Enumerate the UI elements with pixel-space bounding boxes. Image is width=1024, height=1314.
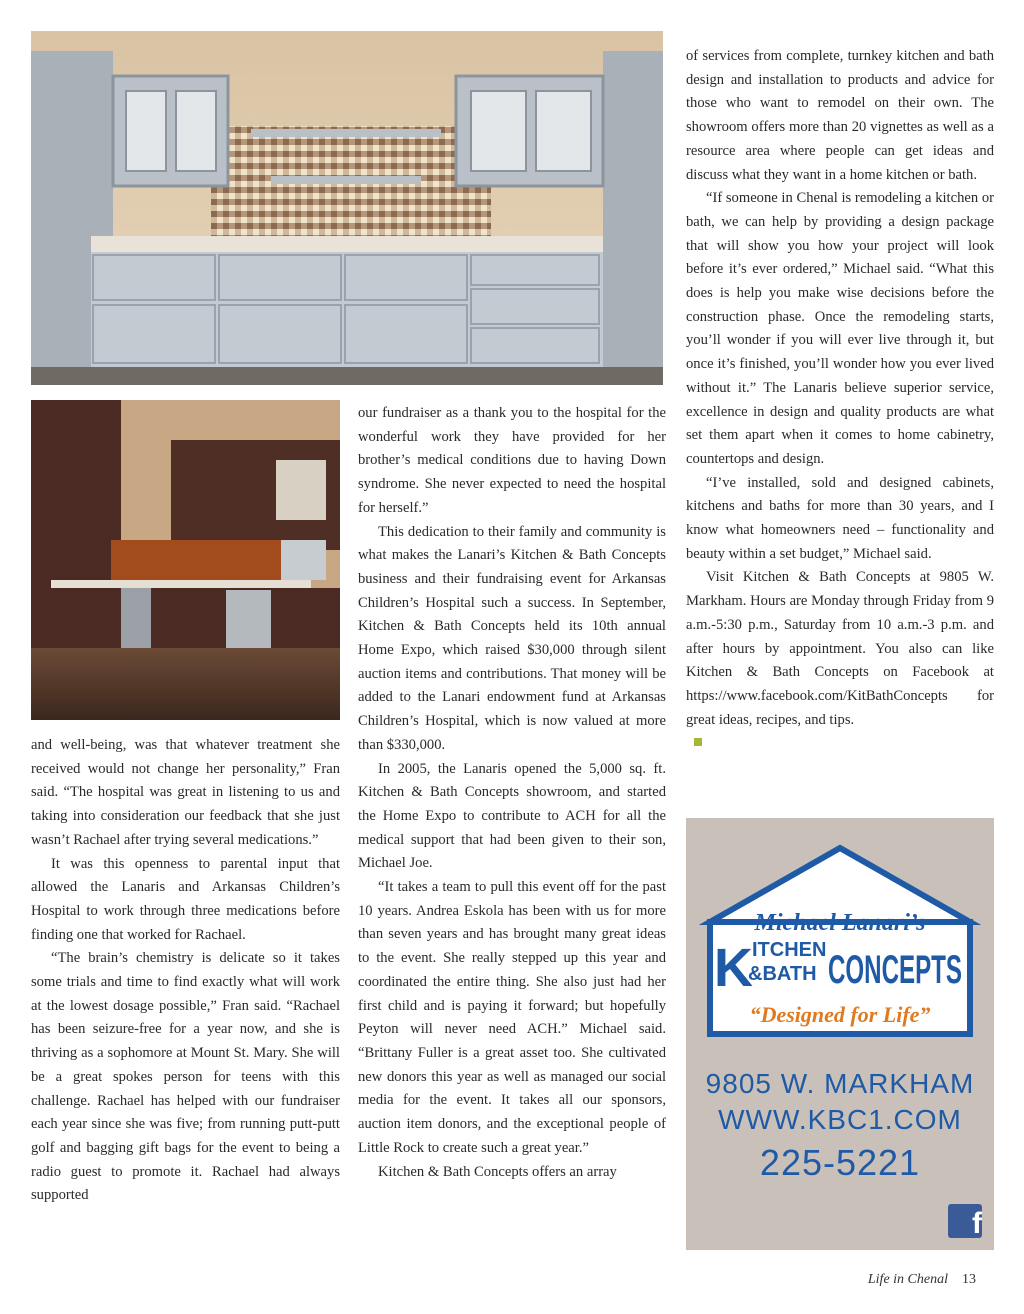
page-number: 13 (962, 1272, 976, 1287)
logo-script-text: Michael Lanari’s (754, 910, 926, 936)
paragraph: Visit Kitchen & Bath Concepts at 9805 W. Markham. Hours are Monday through Friday from 9 a.m.-5:30 p.m., Saturday from 10 a.m.-3 p.m. and after hours by appointment. You also can like Kitchen & Bath Concepts on Facebook at https://www.facebook.com/KitBathConcepts for great ideas, recipes, and tips. (686, 569, 994, 728)
ad-address: 9805 W. MARKHAM (705, 1068, 975, 1099)
article-column-left (31, 734, 340, 1208)
showroom-photo-gray-cabinets (31, 31, 663, 385)
article-column-middle (358, 402, 666, 1184)
logo-k-letter: K (714, 938, 753, 998)
paragraph: This dedication to their family and community is what makes the Lanari’s Kitchen & Bath Concepts business and their fundraising event for Arkansas Children’s Hospital such a success. In September, Kitchen & Bath Concepts held its 10th annual Home Expo, which raised $30,000 through silent auction items and contributions. That money will be added to the Lanari endowment fund at Arkansas Children’s Hospital, which is now valued at more than $330,000. (358, 523, 666, 753)
showroom-photo-dark-kitchen (31, 400, 340, 720)
article-column-right (686, 45, 994, 756)
paragraph: our fundraiser as a thank you to the hospital for the wonderful work they have provided for her brother’s medical conditions due to having Down syndrome. She never expected to need the hospital for herself.” (358, 405, 666, 516)
company-logo (686, 818, 994, 1048)
paragraph: “It takes a team to pull this event off for the past 10 years. Andrea Eskola has been with us for more than seven years and has brought many great ideas to the event. She really stepped up this year and coordinated the entire thing. She also just had her first child and is paying it forward; but hopefully Peyton will never need ACH.” Michael said. “Brittany Fuller is a great asset too. She cultivated new donors this year as well as managed our social media for the event. It takes all our sponsors, auction item donors, and the exceptional people of Little Rock to create such a great year.” (358, 879, 666, 1156)
paragraph: and well-being, was that whatever treatment she received would not change her personality,” Fran said. “The hospital was great in listening to us and taking into consideration our feedback that she just wasn’t Rachael after trying several medications.” (31, 737, 340, 848)
publication-name: Life in Chenal (867, 1272, 948, 1287)
paragraph: “If someone in Chenal is remodeling a kitchen or bath, we can help by providing a design package that will show you how your project will look before it’s ever ordered,” Michael said. “What this does is help you make wise decisions before the construction phase. Once the remodeling starts, you’ll wonder if you will ever live through it, but once it’s finished, you’ll wonder how you ever lived without it.” The Lanaris believe superior service, excellence in design and quality products are what set them apart when it comes to home cabinetry, countertops and design. (686, 190, 994, 467)
paragraph: “I’ve installed, sold and designed cabinets, kitchens and baths for more than 30 years, and I know what homeowners need – functionality and beauty within a set budget,” Michael said. (686, 474, 994, 562)
paragraph: Kitchen & Bath Concepts offers an array (378, 1163, 617, 1180)
end-of-article-bullet-icon (694, 738, 702, 746)
logo-bath-text: &BATH (748, 963, 817, 985)
ad-phone: 225-5221 (759, 1142, 921, 1183)
facebook-icon[interactable]: f (948, 1204, 982, 1238)
paragraph: In 2005, the Lanaris opened the 5,000 sq. ft. Kitchen & Bath Concepts showroom, and started the Home Expo to contribute to ACH for all the medical support that had been given to their son, Michael Joe. (358, 760, 666, 872)
paragraph: “The brain’s chemistry is delicate so it takes some trials and time to find exactly what will work at the lowest dosage possible,” Fran said. “Rachael has been seizure-free for a year now, and she is thriving as a sophomore at Mount St. Mary. She will be a great spokes person for teens with this challenge. Rachael has helped with our fundraiser each year since she was five; from running putt-putt golf and bagging gift bags for the event to being a radio guest to promote it. Rachael had always supported (31, 950, 340, 1204)
ad-website[interactable]: WWW.KBC1.COM (718, 1104, 962, 1135)
kitchen-bath-concepts-ad (686, 818, 994, 1250)
logo-itchen-text: ITCHEN (752, 939, 827, 961)
paragraph: of services from complete, turnkey kitchen and bath design and installation to products and advice for those who want to remodel on their own. The showroom offers more than 20 vignettes as well as a resource area where people can get ideas and discuss what they want in a home kitchen or bath. (686, 48, 994, 183)
logo-tagline: “Designed for Life” (749, 1002, 931, 1027)
page-folio (868, 1272, 976, 1288)
logo-concepts-text: CONCEPTS (828, 948, 962, 992)
paragraph: It was this openness to parental input that allowed the Lanaris and Arkansas Children’s Hospital to work through three medications before finding one that worked for Rachael. (31, 855, 340, 943)
